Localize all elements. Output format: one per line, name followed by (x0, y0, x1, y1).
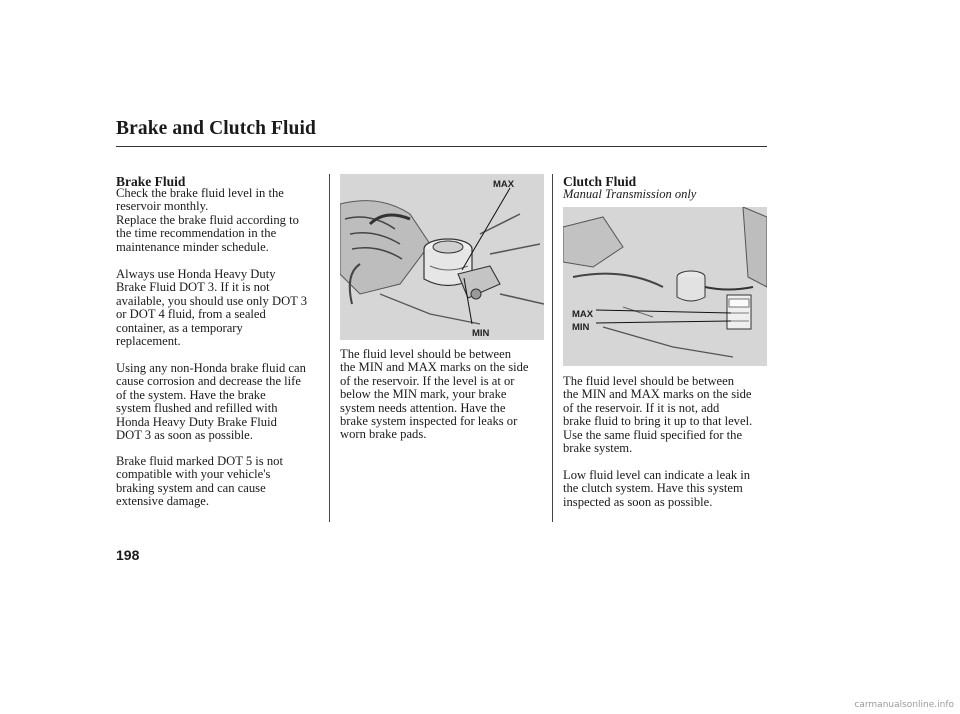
clutch-fluid-subheading: Manual Transmission only (563, 187, 697, 201)
column-divider-1 (329, 174, 330, 522)
brake-fluid-heading: Brake Fluid (116, 174, 186, 189)
clutch-min-label: MIN (572, 322, 590, 333)
brake-min-label: MIN (472, 328, 490, 339)
brake-reservoir-photo (340, 174, 544, 340)
brake-fluid-para-2: Always use Honda Heavy Duty Brake Fluid DOT 3. If it is not available, you should use only DOT 3 or DOT 4 fluid, from a sealed container, as a temporary replacement. (116, 267, 308, 349)
clutch-reservoir-photo (563, 207, 767, 366)
brake-level-para: The fluid level should be between the MIN and MAX marks on the side of the reservoir. If the level is at or below the MIN mark, your brake system needs attention. Have the brake system inspected for leaks or worn brake pads. (340, 347, 529, 442)
brake-max-label: MAX (493, 179, 515, 190)
title-rule (116, 146, 767, 147)
page-number: 198 (116, 547, 140, 563)
brake-fluid-para-1: Check the brake fluid level in the reservoir monthly. Replace the brake fluid according to the time recommendation in the maintenance minder schedule. (116, 186, 299, 254)
watermark: carmanualsonline.info (854, 700, 954, 710)
brake-fluid-para-3: Using any non-Honda brake fluid can cause corrosion and decrease the life of the system. Have the brake system flushed and refilled with Honda Heavy Duty Brake Fluid DOT 3 as soon as possible. (116, 361, 306, 443)
clutch-max-label: MAX (572, 309, 594, 320)
clutch-fluid-heading: Clutch Fluid (563, 174, 637, 189)
page-title: Brake and Clutch Fluid (116, 118, 316, 139)
column-divider-2 (552, 174, 553, 522)
clutch-fluid-para-2: Low fluid level can indicate a leak in the clutch system. Have this system inspected as soon as possible. (563, 468, 751, 509)
brake-fluid-para-4: Brake fluid marked DOT 5 is not compatible with your vehicle's braking system and can cause extensive damage. (116, 454, 283, 509)
clutch-fluid-para-1: The fluid level should be between the MIN and MAX marks on the side of the reservoir. If it is not, add brake fluid to bring it up to that level. Use the same fluid specified for the brake system. (563, 374, 753, 456)
